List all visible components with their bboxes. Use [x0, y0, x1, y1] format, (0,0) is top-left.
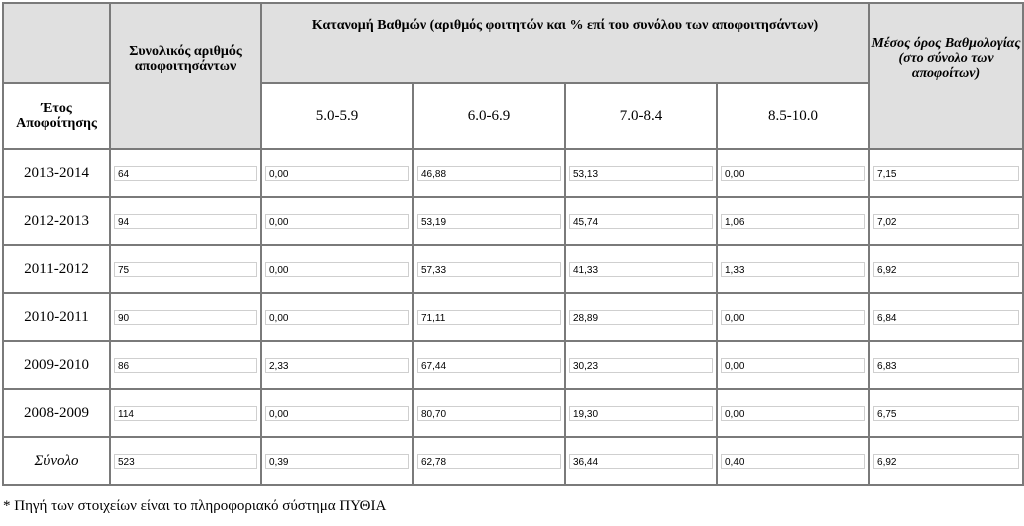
total-graduates-field[interactable]: 90 — [114, 310, 257, 325]
average-grade-field[interactable]: 7,15 — [873, 166, 1019, 181]
total-graduates-field[interactable]: 94 — [114, 214, 257, 229]
range-6-7-field[interactable]: 46,88 — [417, 166, 561, 181]
range-8-10-field[interactable]: 0,40 — [721, 454, 865, 469]
row-year: 2009-2010 — [3, 341, 110, 389]
range-7-8-field[interactable]: 45,74 — [569, 214, 713, 229]
range-7-8-field[interactable]: 30,23 — [569, 358, 713, 373]
header-range-6-7: 6.0-6.9 — [413, 83, 565, 149]
range-8-10-field[interactable]: 1,06 — [721, 214, 865, 229]
range-7-8-field[interactable]: 41,33 — [569, 262, 713, 277]
range-8-10-field[interactable]: 0,00 — [721, 310, 865, 325]
total-row — [3, 437, 1023, 485]
average-grade-field[interactable]: 6,83 — [873, 358, 1019, 373]
row-year: 2013-2014 — [3, 149, 110, 197]
total-graduates-field[interactable]: 523 — [114, 454, 257, 469]
range-5-6-field[interactable]: 0,39 — [265, 454, 409, 469]
table-row — [3, 341, 1023, 389]
row-year: 2010-2011 — [3, 293, 110, 341]
average-grade-field[interactable]: 6,75 — [873, 406, 1019, 421]
range-8-10-field[interactable]: 0,00 — [721, 358, 865, 373]
row-year: 2008-2009 — [3, 389, 110, 437]
average-grade-field[interactable]: 6,92 — [873, 262, 1019, 277]
total-graduates-field[interactable]: 114 — [114, 406, 257, 421]
table-row — [3, 245, 1023, 293]
range-6-7-field[interactable]: 71,11 — [417, 310, 561, 325]
total-graduates-field[interactable]: 86 — [114, 358, 257, 373]
range-6-7-field[interactable]: 62,78 — [417, 454, 561, 469]
range-8-10-field[interactable]: 0,00 — [721, 166, 865, 181]
range-8-10-field[interactable]: 1,33 — [721, 262, 865, 277]
range-6-7-field[interactable]: 53,19 — [417, 214, 561, 229]
total-graduates-field[interactable]: 75 — [114, 262, 257, 277]
range-7-8-field[interactable]: 19,30 — [569, 406, 713, 421]
table-row — [3, 389, 1023, 437]
range-5-6-field[interactable]: 0,00 — [265, 310, 409, 325]
table-row — [3, 149, 1023, 197]
range-6-7-field[interactable]: 67,44 — [417, 358, 561, 373]
table-row — [3, 197, 1023, 245]
range-6-7-field[interactable]: 80,70 — [417, 406, 561, 421]
range-5-6-field[interactable]: 0,00 — [265, 262, 409, 277]
header-row-1 — [3, 3, 1023, 83]
range-5-6-field[interactable]: 2,33 — [265, 358, 409, 373]
range-7-8-field[interactable]: 53,13 — [569, 166, 713, 181]
average-grade-field[interactable]: 6,92 — [873, 454, 1019, 469]
header-corner — [3, 3, 110, 83]
header-average-grade: Μέσος όρος Βαθμολογίας (στο σύνολο των αποφοίτων) — [869, 3, 1023, 149]
average-grade-field[interactable]: 6,84 — [873, 310, 1019, 325]
grades-table — [2, 2, 1024, 486]
header-grade-distribution: Κατανομή Βαθμών (αριθμός φοιτητών και % επί του συνόλου των αποφοιτησάντων) — [261, 3, 869, 83]
header-total-graduates: Συνολικός αριθμός αποφοιτησάντων — [110, 3, 261, 149]
range-5-6-field[interactable]: 0,00 — [265, 166, 409, 181]
header-range-7-8: 7.0-8.4 — [565, 83, 717, 149]
total-graduates-field[interactable]: 64 — [114, 166, 257, 181]
source-footnote: * Πηγή των στοιχείων είναι το πληροφοριακό σύστημα ΠΥΘΙΑ — [3, 498, 387, 514]
range-5-6-field[interactable]: 0,00 — [265, 214, 409, 229]
header-graduation-year: Έτος Αποφοίτησης — [3, 83, 110, 149]
range-7-8-field[interactable]: 36,44 — [569, 454, 713, 469]
header-range-5-6: 5.0-5.9 — [261, 83, 413, 149]
row-year-total: Σύνολο — [3, 437, 110, 485]
average-grade-field[interactable]: 7,02 — [873, 214, 1019, 229]
table-row — [3, 293, 1023, 341]
header-range-8-10: 8.5-10.0 — [717, 83, 869, 149]
range-6-7-field[interactable]: 57,33 — [417, 262, 561, 277]
row-year: 2011-2012 — [3, 245, 110, 293]
range-5-6-field[interactable]: 0,00 — [265, 406, 409, 421]
range-8-10-field[interactable]: 0,00 — [721, 406, 865, 421]
row-year: 2012-2013 — [3, 197, 110, 245]
range-7-8-field[interactable]: 28,89 — [569, 310, 713, 325]
